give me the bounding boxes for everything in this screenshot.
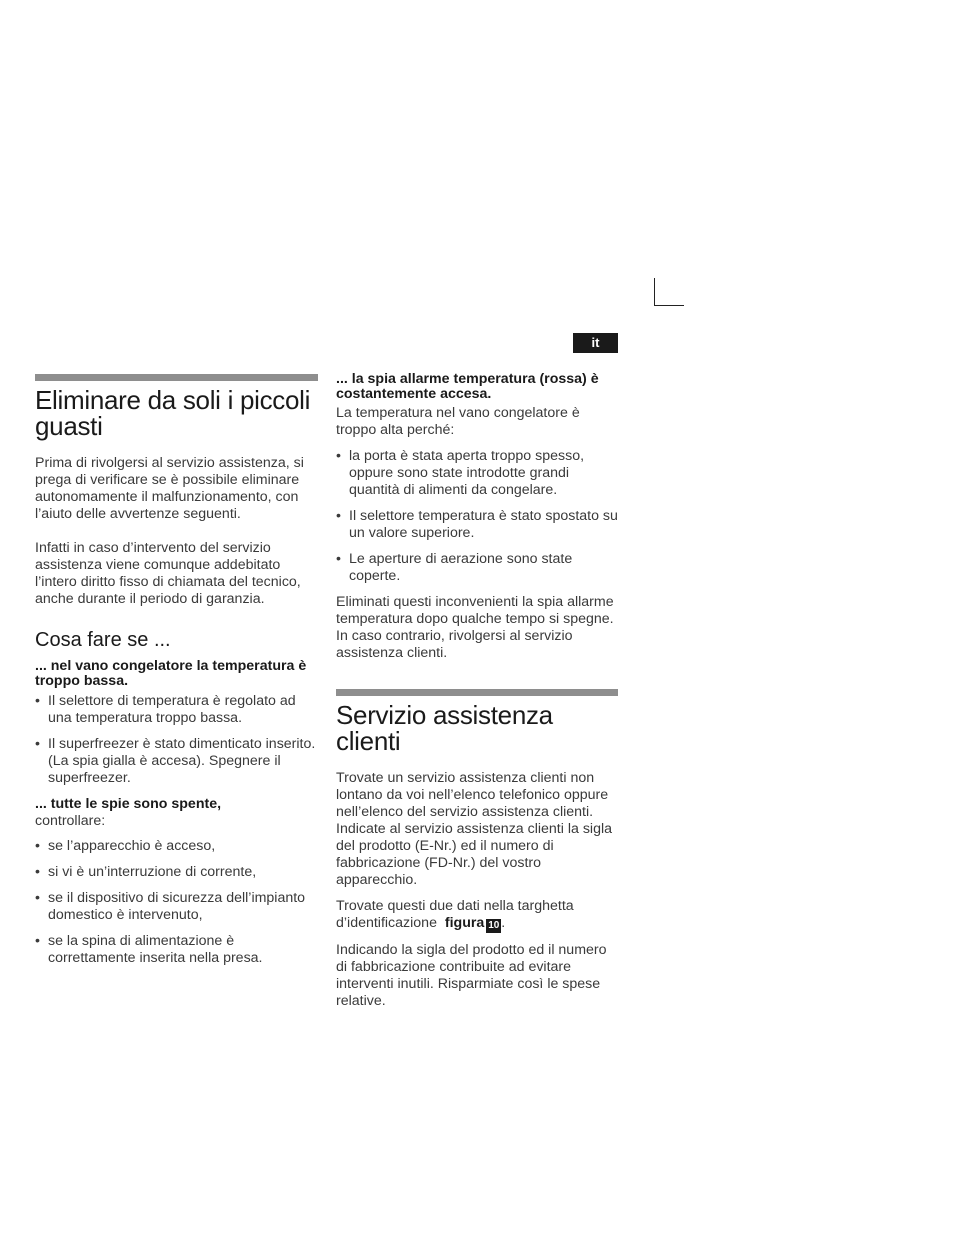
case2-lead: controllare:	[35, 813, 106, 829]
right-column	[336, 372, 618, 1010]
case3-list	[336, 448, 618, 585]
list-item: • se la spina di alimentazione è correttamente inserita nella presa.	[35, 933, 318, 967]
section-title-cosa-fare: Cosa fare se ...	[35, 629, 171, 651]
case2-heading: ... tutte le spie sono spente,	[35, 796, 222, 812]
list-item: • se l’apparecchio è acceso,	[35, 838, 318, 855]
list-item: • Il selettore di temperatura è regolato ad una temperatura troppo bassa.	[35, 693, 318, 727]
case3-lead: La temperatura nel vano congelatore è troppo alta perché:	[336, 405, 580, 438]
list-item: • Le aperture di aerazione sono state coperte.	[336, 551, 618, 585]
service-paragraph-3: Indicando la sigla del prodotto ed il numero di fabbricazione contribuite ad evitare interventi inutili. Risparmiate così le spese relative.	[336, 942, 607, 1009]
case3-outro: Eliminati questi inconvenienti la spia allarme temperatura dopo qualche tempo si spegne. In caso contrario, rivolgersi al servizio assistenza clienti.	[336, 594, 614, 661]
case1-list	[35, 693, 318, 787]
service-title: Servizio assistenza clienti	[336, 700, 553, 756]
case3-heading: ... la spia allarme temperatura (rossa) è costantemente accesa.	[336, 371, 599, 402]
figure-reference: figura	[444, 915, 485, 931]
crop-mark-horizontal	[654, 305, 684, 306]
service-paragraph-2-text: Trovate questi due dati nella targhetta d’identificazione	[336, 898, 574, 931]
case2-list	[35, 838, 318, 967]
section-divider-bar	[336, 689, 618, 696]
service-paragraph-1: Trovate un servizio assistenza clienti non lontano da voi nell’elenco telefonico oppure nell’elenco del servizio assistenza clienti. Indicate al servizio assistenza clienti la sigla del prodotto (E-Nr.) ed il numero di fabbricazione (FD-Nr.) del vostro apparecchio.	[336, 770, 612, 888]
list-item: • si vi è un’interruzione di corrente,	[35, 864, 318, 881]
case1-heading: ... nel vano congelatore la temperatura è troppo bassa.	[35, 658, 307, 689]
service-paragraph-2	[336, 898, 618, 933]
intro-paragraph-1: Prima di rivolgersi al servizio assistenza, si prega di verificare se è possibile eliminare autonomamente il malfunzionamento, con l’aiuto delle avvertenze seguenti.	[35, 455, 304, 522]
left-column	[35, 374, 318, 967]
intro-paragraph-2: Infatti in caso d’intervento del servizio assistenza viene comunque addebitato l’intero diritto fisso di chiamata del tecnico, anche durante il periodo di garanzia.	[35, 540, 301, 607]
crop-mark-vertical	[654, 278, 655, 306]
section-divider-bar	[35, 374, 318, 381]
service-paragraph-2-end: .	[501, 915, 506, 931]
language-badge: it	[573, 333, 618, 353]
page-title: Eliminare da soli i piccoli guasti	[35, 385, 311, 441]
list-item: • la porta è stata aperta troppo spesso, oppure sono state introdotte grandi quantità di alimenti da congelare.	[336, 448, 618, 499]
list-item: • Il selettore temperatura è stato spostato su un valore superiore.	[336, 508, 618, 542]
figure-number-badge: 10	[488, 920, 500, 931]
list-item: • se il dispositivo di sicurezza dell’impianto domestico è intervenuto,	[35, 890, 318, 924]
list-item: • Il superfreezer è stato dimenticato inserito. (La spia gialla è accesa). Spegnere il superfreezer.	[35, 736, 318, 787]
